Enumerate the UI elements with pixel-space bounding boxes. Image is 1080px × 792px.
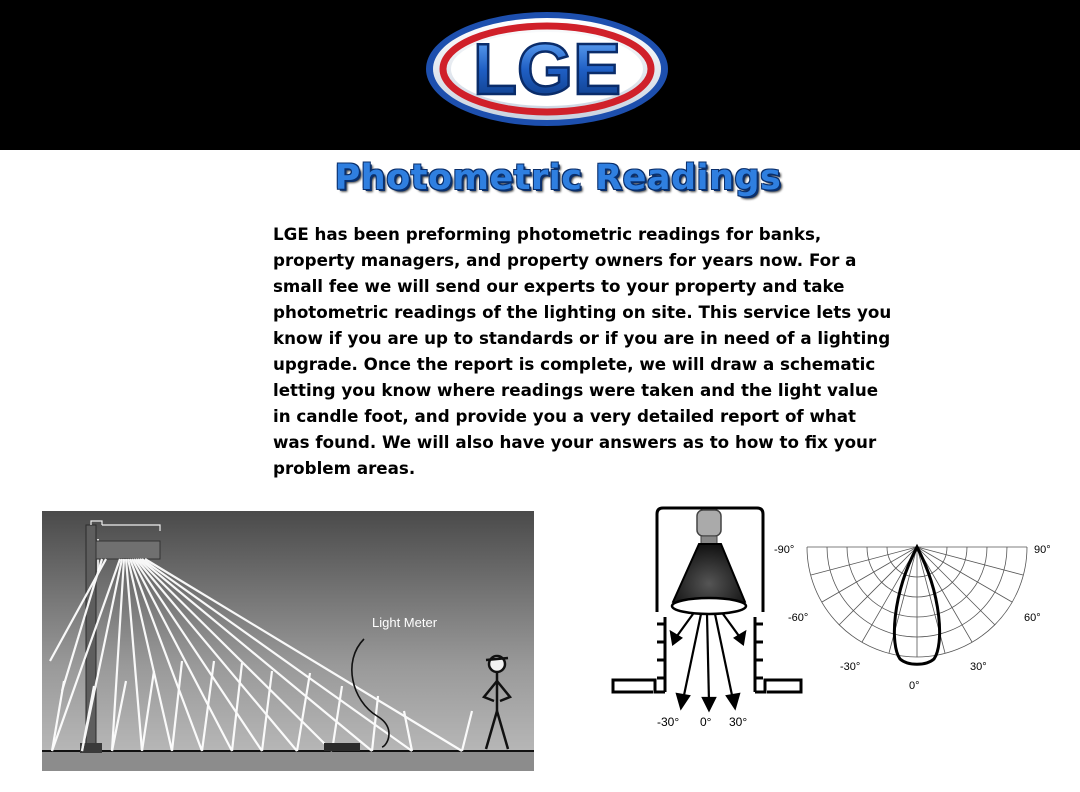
- polar-angle-pos90: 90°: [1034, 544, 1051, 556]
- polar-candela-diagram: [772, 535, 1062, 700]
- logo-text: LGE: [472, 30, 622, 110]
- fixture-angle-neg30: -30°: [657, 715, 680, 729]
- fixture-angle-0: 0°: [700, 715, 712, 729]
- page-title: Photometric Readings: [334, 158, 782, 198]
- polar-angle-neg30: -30°: [840, 661, 861, 673]
- body-text: LGE has been preforming photometric readings for banks, property managers, and property owners for years now. For a small fee we will send our experts to your property and take photometric readings of the lighting on site. This service lets you know if you are up to standards or if you are in need of a lighting upgrade. Once the report is complete, we will draw a schematic letting you know where readings were taken and the light value in candle foot, and provide you a very detailed report of what was found. We will also have your answers as to how to fix your problem areas.: [273, 224, 892, 478]
- light-meter-device: [324, 743, 360, 751]
- lge-logo[interactable]: [424, 10, 670, 128]
- polar-angle-pos30: 30°: [970, 661, 987, 673]
- light-meter-label: Light Meter: [372, 615, 438, 630]
- polar-angle-neg60: -60°: [788, 612, 809, 624]
- polar-angle-neg90: -90°: [774, 544, 795, 556]
- header-bar: [0, 0, 1080, 150]
- polar-angle-pos60: 60°: [1024, 612, 1041, 624]
- street-light-diagram: [42, 511, 534, 771]
- polar-angle-zero: 0°: [909, 680, 920, 692]
- fixture-angle-30: 30°: [729, 715, 748, 729]
